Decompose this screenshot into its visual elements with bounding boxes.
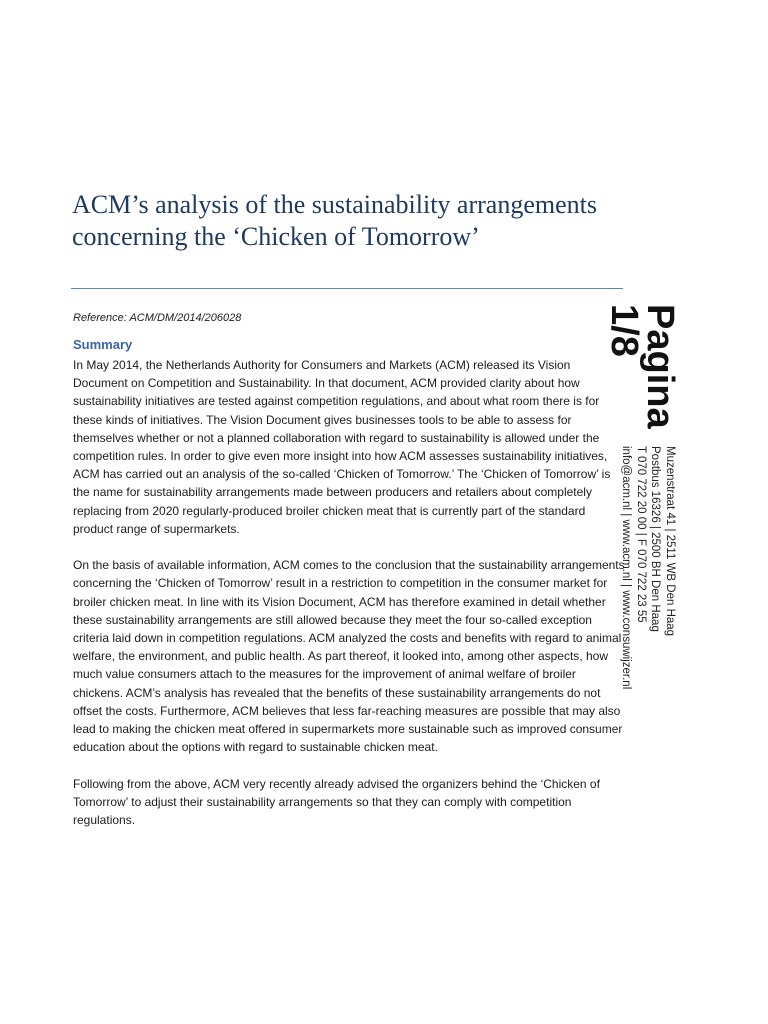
summary-heading: Summary	[73, 337, 133, 352]
reference-number: Reference: ACM/DM/2014/206028	[73, 312, 242, 324]
contact-block	[619, 446, 677, 689]
summary-body	[73, 356, 625, 847]
summary-paragraph-1: In May 2014, the Netherlands Authority for Consumers and Markets (ACM) released its Vision Document on Competition and Sustainability. In that document, ACM provided clarity about how sustainability initiatives are tested against competition regulations, and about what room there is for these kinds of initiatives. The Vision Document gives businesses tools to be able to assess for themselves whether or not a planned collaboration with regard to sustainability is allowed under the competition rules. In order to give even more insight into how ACM assesses sustainability initiatives, ACM has carried out an analysis of the so-called ‘Chicken of Tomorrow.’ The ‘Chicken of Tomorrow’ is the name for sustainability arrangements made between producers and retailers about completely replacing from 2020 regularly-produced broiler chicken meat that is currently part of the standard product range of supermarkets.	[73, 358, 611, 536]
phone-fax: T 070 722 20 00 | F 070 722 23 55	[635, 446, 647, 623]
title-divider	[71, 288, 623, 289]
summary-paragraph-2: On the basis of available information, ACM comes to the conclusion that the sustainability arrangements concerning the ‘Chicken of Tomorrow’ result in a restriction to competition in the consumer market for broiler chicken meat. In line with its Vision Document, ACM has therefore examined in detail whether these sustainability arrangements are still allowed because they meet the four so-called exception criteria laid down in competition regulations. ACM analyzed the costs and benefits with regard to animal welfare, the environment, and public health. As part thereof, it looked into, among other aspects, how much value consumers attach to the measures for the improvement of animal welfare of broiler chickens. ACM’s analysis has revealed that the benefits of these sustainability arrangements do not offset the costs. Furthermore, ACM believes that less far-reaching measures are possible that may also lead to making the chicken meat offered in supermarkets more sustainable such as improved consumer education about the options with regard to sustainable chicken meat.	[73, 558, 625, 755]
summary-paragraph-3: Following from the above, ACM very recently already advised the organizers behind the ‘Chicken of Tomorrow’ to adjust their sustainability arrangements so that they can comply with competition regulations.	[73, 776, 600, 828]
document-title: ACM’s analysis of the sustainability arrangements concerning the ‘Chicken of Tomorrow’	[72, 190, 597, 251]
postal-address: Postbus 16326 | 2500 BH Den Haag	[649, 446, 662, 632]
pagina-label: Pagina	[639, 304, 681, 429]
page-sidebar	[600, 304, 680, 704]
visiting-address: Muzenstraat 41 | 2511 WB Den Haag	[664, 446, 676, 637]
page-number: 1/8	[603, 304, 645, 357]
email-websites: info@acm.nl | www.acm.nl | www.consuwijzer.nl	[620, 446, 633, 690]
